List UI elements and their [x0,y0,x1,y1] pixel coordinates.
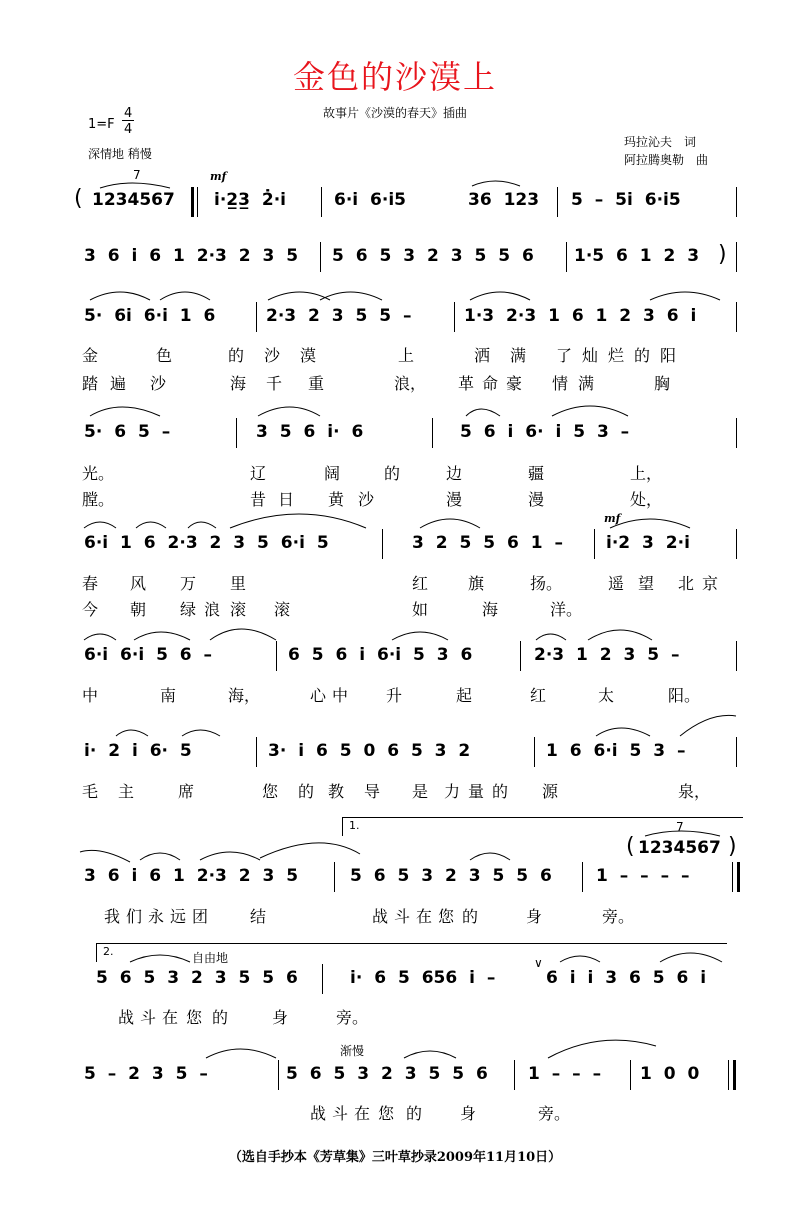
measure: 3 2 5 5 6 1 – [412,533,563,553]
breath-mark: ∨ [534,956,543,970]
barline [197,187,198,217]
barline [520,641,521,671]
barline [191,187,194,217]
measure: 5 6 5 3 2 3 5 5 6 [332,246,534,266]
barline [732,862,733,892]
time-signature-top: 4 [124,106,133,121]
open-paren: ( [74,186,83,211]
barline [736,187,737,217]
measure: i·2̲3̲ 2̇·i [214,190,286,210]
barline [321,187,322,217]
tuplet-bracket [100,183,170,188]
measure: 5 6 5 3 2 3 5 5 6 [350,866,552,886]
barline [278,1060,279,1090]
measure: 6·i 6·i 5 6 – [84,645,213,665]
tuplet-number: 7 [676,820,684,834]
barline [534,737,535,767]
measure: 3· i 6 5 0 6 5 3 2 [268,741,471,761]
dynamic-mf: mf [604,512,621,525]
dynamic-mf: mf [210,170,227,183]
measure: 1 0 0 [640,1064,700,1084]
composer-credit: 阿拉腾奥勒 曲 [624,153,709,167]
barline [236,418,237,448]
measure: 6 i i 3 6 5 6 i [546,968,707,988]
barline [322,964,323,994]
volta-bracket-2: 2. [96,943,727,962]
barline [276,641,277,671]
time-signature-line [122,120,134,121]
barline [736,302,737,332]
close-paren: ) [718,242,727,267]
measure: i·2 3 2·i [606,533,690,553]
barline [736,529,737,559]
song-title: 金色的沙漠上 [292,58,497,96]
song-subtitle: 故事片《沙漠的春天》插曲 [322,106,467,120]
barline [736,242,737,272]
barline [736,737,737,767]
barline [630,1060,631,1090]
barline [594,529,595,559]
barline [557,187,558,217]
time-signature-bottom: 4 [124,122,133,137]
close-paren: ) [728,834,737,859]
measure: 6·i 1 6 2·3 2 3 5 6·i 5 [84,533,329,553]
measure: 5 – 5i 6·i5 [571,190,681,210]
barline [566,242,567,272]
measure: 2·3 1 2 3 5 – [534,645,680,665]
measure: 2·3 2 3 5 5 – [266,306,412,326]
measure: 1 – – – – [596,866,690,886]
measure: 5 6 5 3 2 3 5 5 6 [286,1064,488,1084]
measure: 6 5 6 i 6·i 5 3 6 [288,645,473,665]
measure: 3 6 i 6 1 2·3 2 3 5 [84,246,299,266]
barline [454,302,455,332]
volta-bracket-1: 1. [342,817,743,836]
barline [432,418,433,448]
source-footer: （选自手抄本《芳草集》三叶草抄录2009年11月10日） [228,1150,562,1165]
measure: i· 6 5 656 i – [350,968,496,988]
measure: 5· 6 5 – [84,422,171,442]
coda-run: 1234567 [638,838,721,858]
barline [334,862,335,892]
measure: 6·i 6·i5 [334,190,406,210]
expression-free: 自由地 [192,951,229,965]
measure: 5· 6i 6·i 1 6 [84,306,216,326]
measure: 1·5 6 1 2 3 [574,246,700,266]
barline [514,1060,515,1090]
measure: 5 – 2 3 5 – [84,1064,208,1084]
barline [320,242,321,272]
measure: 3 6 i 6 1 2·3 2 3 5 [84,866,299,886]
measure: 3 5 6 i· 6 [256,422,364,442]
barline [733,1060,736,1090]
barline [382,529,383,559]
measure: 1·3 2·3 1 6 1 2 3 6 i [464,306,697,326]
barline [728,1060,729,1090]
key-signature: 1=F [88,117,115,132]
open-paren: ( [626,834,635,859]
barline [737,862,740,892]
barline [582,862,583,892]
measure: i· 2 i 6· 5 [84,741,192,761]
measure: 1 6 6·i 5 3 – [546,741,686,761]
barline [736,641,737,671]
expression-slowing: 渐慢 [340,1044,365,1058]
measure: 5 6 i 6· i 5 3 – [460,422,630,442]
lyricist-credit: 玛拉沁夫 词 [624,135,697,149]
barline [736,418,737,448]
tuplet-number: 7 [133,168,141,182]
measure: 1 – – – [528,1064,602,1084]
barline [256,302,257,332]
measure: 5 6 5 3 2 3 5 5 6 [96,968,298,988]
intro-run: 1234567 [92,190,175,210]
measure: 36 123 [468,190,540,210]
tempo-marking: 深情地 稍慢 [88,147,152,161]
barline [256,737,257,767]
